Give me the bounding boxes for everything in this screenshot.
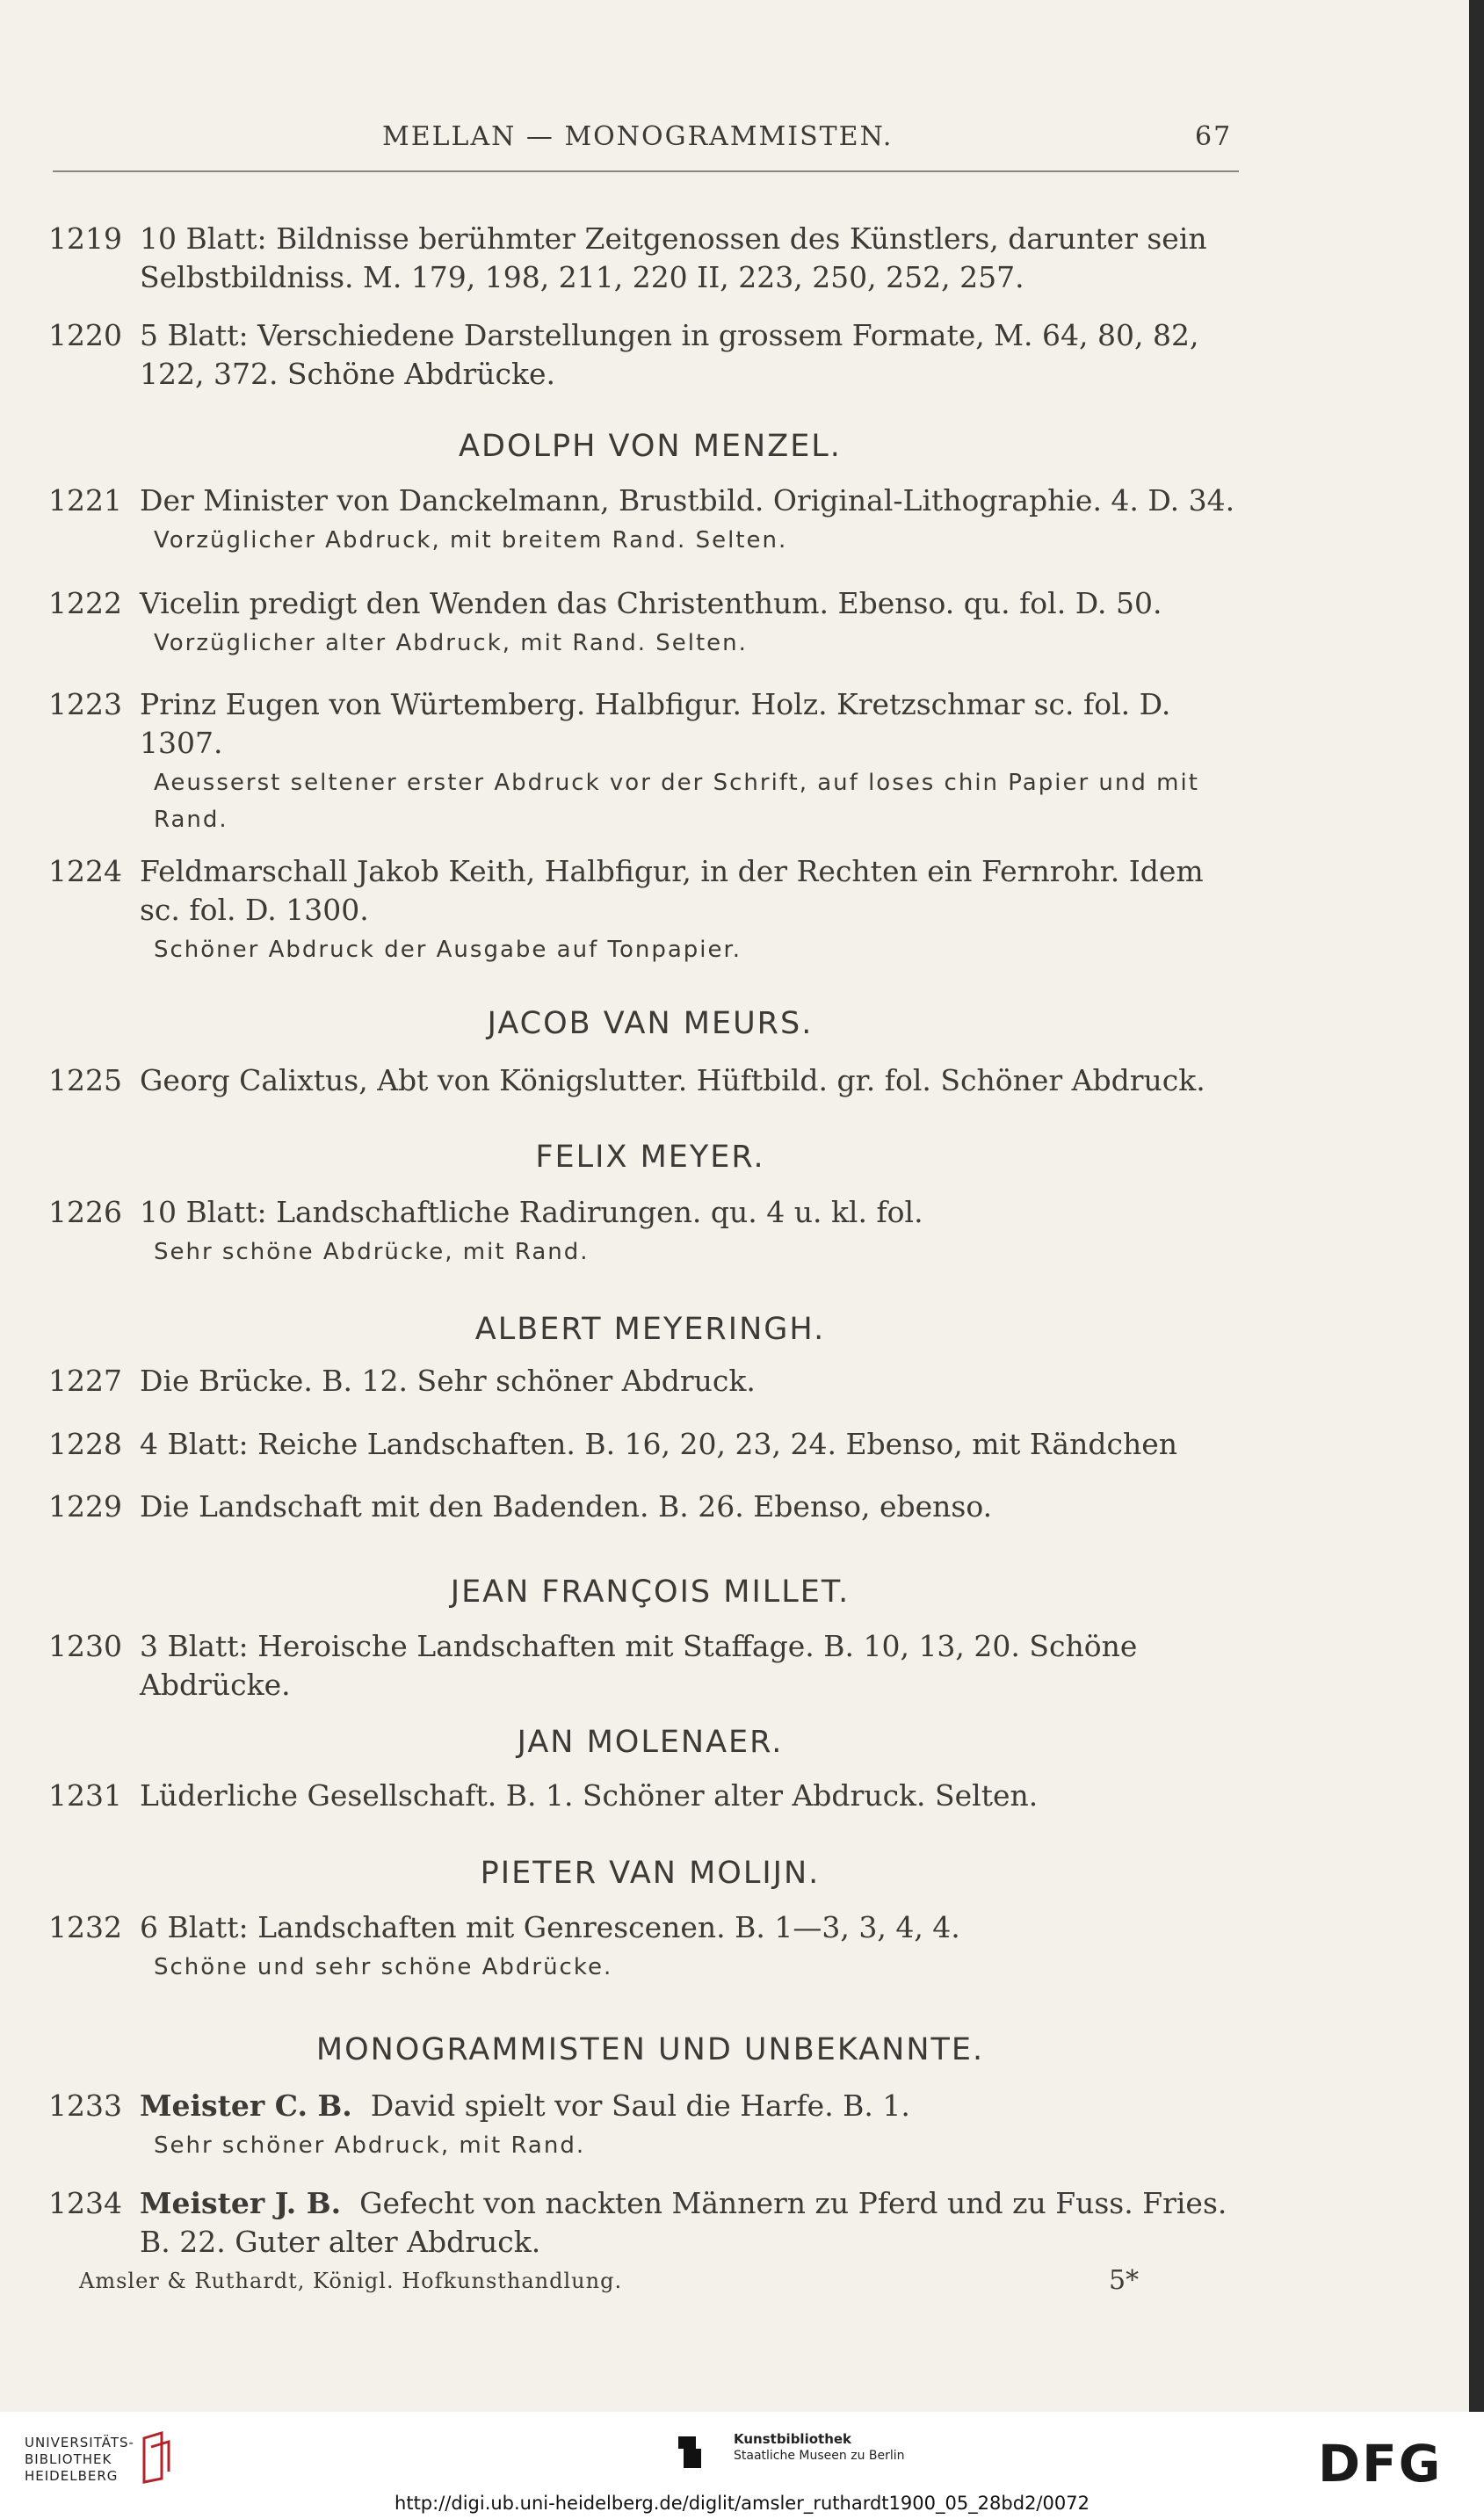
entry-number: 1225	[48, 1063, 122, 1097]
entry-note: Aeusserst seltener erster Abdruck vor der Schrift, auf loses chin Papier und mit Rand.	[154, 770, 1199, 833]
entry-number: 1234	[48, 2186, 122, 2220]
entry-text: Der Minister von Danckelmann, Brustbild. Original-Lithographie. 4. D. 34.	[140, 483, 1235, 518]
entry-text: 6 Blatt: Landschaften mit Genrescenen. B. 1—3, 3, 4, 4.	[140, 1910, 960, 1944]
header-title: MELLAN — MONOGRAMMISTEN.	[382, 121, 894, 152]
catalog-entry-1232	[48, 1908, 1252, 1986]
section-heading-millet: JEAN FRANÇOIS MILLET.	[450, 1574, 851, 1610]
entry-number: 1224	[48, 854, 122, 888]
dfg-logo[interactable]: DFG	[1318, 2434, 1443, 2494]
entry-note: Vorzüglicher Abdruck, mit breitem Rand. Selten.	[154, 527, 788, 554]
entry-text: Die Brücke. B. 12. Sehr schöner Abdruck.	[140, 1364, 756, 1398]
kb-title: Kunstbibliothek	[734, 2431, 852, 2447]
entry-text: Vicelin predigt den Wenden das Christenthum. Ebenso. qu. fol. D. 50.	[140, 586, 1162, 620]
section-heading-meyer: FELIX MEYER.	[535, 1140, 765, 1175]
section-heading-molenaer: JAN MOLENAER.	[517, 1725, 784, 1760]
entry-text: Feldmarschall Jakob Keith, Halbfigur, in der Rechten ein Fernrohr. Idem sc. fol. D. 1300.	[140, 854, 1204, 927]
entry-number: 1233	[48, 2088, 122, 2123]
entry-note: Sehr schöner Abdruck, mit Rand.	[154, 2132, 586, 2159]
entry-number: 1229	[48, 1489, 122, 1524]
entry-note: Vorzüglicher alter Abdruck, mit Rand. Selten.	[154, 630, 748, 656]
entry-note: Sehr schöne Abdrücke, mit Rand.	[154, 1239, 590, 1265]
permalink-url[interactable]: http://digi.ub.uni-heidelberg.de/diglit/amsler_ruthardt1900_05_28bd2/0072	[395, 2493, 1089, 2514]
entry-text: Lüderliche Gesellschaft. B. 1. Schöner alter Abdruck. Selten.	[140, 1778, 1039, 1813]
entry-number: 1230	[48, 1629, 122, 1663]
entry-number: 1227	[48, 1364, 122, 1398]
entry-number: 1231	[48, 1778, 122, 1813]
university-logo-icon[interactable]	[139, 2429, 172, 2484]
entry-number: 1226	[48, 1195, 122, 1229]
entry-number: 1222	[48, 586, 122, 620]
catalog-entry-1225	[48, 1061, 1252, 1100]
section-heading-molijn: PIETER VAN MOLIJN.	[480, 1856, 821, 1891]
university-library-label[interactable]	[25, 2435, 134, 2485]
book-edge	[1469, 0, 1484, 2412]
catalog-entry-1226	[48, 1193, 1252, 1270]
entry-text: 10 Blatt: Bildnisse berühmter Zeitgenossen des Künstlers, darunter sein Selbstbildniss. M. 179, 198, 211, 220 II, 223, 250, 252, 257.	[140, 221, 1207, 294]
entry-master-name: Meister C. B.	[140, 2088, 352, 2123]
entry-text: David spielt vor Saul die Harfe. B. 1.	[370, 2088, 910, 2123]
entry-number: 1228	[48, 1427, 122, 1461]
entry-number: 1232	[48, 1910, 122, 1944]
section-heading-meurs: JACOB VAN MEURS.	[487, 1006, 814, 1041]
kunstbibliothek-logo-icon[interactable]	[678, 2436, 724, 2468]
catalog-entry-1227	[48, 1362, 1252, 1401]
catalog-entry-1230	[48, 1627, 1252, 1705]
kunstbibliothek-label[interactable]	[734, 2431, 905, 2464]
digitization-footer-bar	[0, 2412, 1484, 2519]
entry-text: 5 Blatt: Verschiedene Darstellungen in grossem Formate, M. 64, 80, 82, 122, 372. Schöne Abdrücke.	[140, 318, 1199, 391]
section-heading-menzel: ADOLPH VON MENZEL.	[459, 429, 842, 464]
catalog-entry-1221	[48, 481, 1252, 559]
catalog-entry-1231	[48, 1777, 1252, 1815]
entry-text: 3 Blatt: Heroische Landschaften mit Staffage. B. 10, 13, 20. Schöne Abdrücke.	[140, 1629, 1138, 1702]
signature-mark: 5*	[1109, 2265, 1140, 2296]
entry-master-name: Meister J. B.	[140, 2186, 342, 2220]
entry-number: 1220	[48, 318, 122, 352]
catalog-entry-1220	[48, 316, 1252, 394]
entry-text: 4 Blatt: Reiche Landschaften. B. 16, 20, 23, 24. Ebenso, mit Rändchen	[140, 1427, 1177, 1461]
entry-number: 1223	[48, 687, 122, 721]
page-number: 67	[1195, 121, 1233, 152]
entry-text: Prinz Eugen von Würtemberg. Halbfigur. Holz. Kretzschmar sc. fol. D. 1307.	[140, 687, 1171, 760]
catalog-entry-1233	[48, 2087, 1252, 2164]
catalog-entry-1222	[48, 584, 1252, 662]
catalog-entry-1228	[48, 1425, 1252, 1464]
entry-number: 1219	[48, 221, 122, 256]
header-rule	[53, 170, 1239, 172]
section-heading-monogrammisten: MONOGRAMMISTEN UND UNBEKANNTE.	[315, 2032, 985, 2067]
catalog-entry-1223	[48, 685, 1252, 838]
entry-number: 1221	[48, 483, 122, 518]
kb-subtitle: Staatliche Museen zu Berlin	[734, 2449, 905, 2463]
entry-text: Gefecht von nackten Männern zu Pferd und zu Fuss. Fries. B. 22. Guter alter Abdruck.	[140, 2186, 1227, 2259]
university-line-2: BIBLIOTHEK	[25, 2451, 112, 2467]
catalog-entry-1234	[48, 2184, 1252, 2262]
entry-text: 10 Blatt: Landschaftliche Radirungen. qu. 4 u. kl. fol.	[140, 1195, 923, 1229]
entry-text: Georg Calixtus, Abt von Königslutter. Hüftbild. gr. fol. Schöner Abdruck.	[140, 1063, 1205, 1097]
catalog-entry-1219	[48, 220, 1252, 297]
catalog-entry-1229	[48, 1488, 1252, 1526]
entry-text: Die Landschaft mit den Badenden. B. 26. Ebenso, ebenso.	[140, 1489, 993, 1524]
university-line-1: UNIVERSITÄTS-	[25, 2435, 134, 2450]
university-line-3: HEIDELBERG	[25, 2468, 119, 2484]
catalog-entry-1224	[48, 852, 1252, 968]
publisher-footer: Amsler & Ruthardt, Königl. Hofkunsthandlung.	[79, 2269, 623, 2293]
entry-note: Schöner Abdruck der Ausgabe auf Tonpapier.	[154, 937, 742, 963]
section-heading-meyeringh: ALBERT MEYERINGH.	[474, 1312, 826, 1347]
entry-note: Schöne und sehr schöne Abdrücke.	[154, 1954, 613, 1980]
